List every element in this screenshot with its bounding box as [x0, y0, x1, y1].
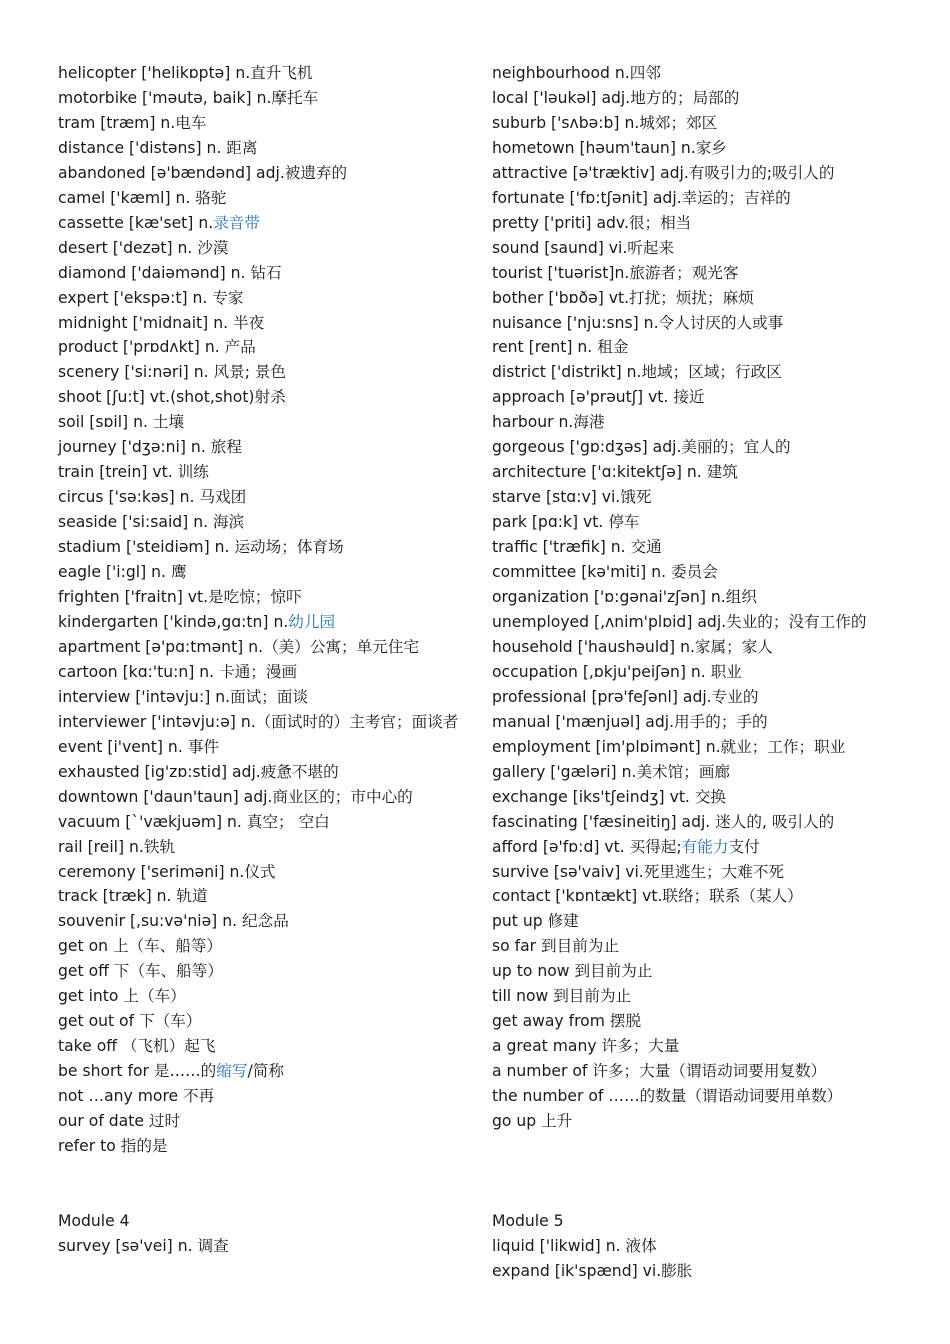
- vocab-entry-text: fortunate ['fɒ:tʃənit] adj.幸运的；吉祥的: [492, 188, 791, 207]
- vocab-entry-text: frighten ['fraitn] vt.是吃惊；惊吓: [58, 588, 302, 607]
- vocab-entry-text: put up 修建: [492, 912, 579, 931]
- vocab-entry-text: architecture ['ɑ:kitektʃə] n. 建筑: [492, 463, 738, 482]
- vocab-entry: [58, 835, 468, 860]
- vocab-entry: [492, 710, 912, 735]
- vocab-entry: [58, 161, 468, 186]
- vocab-entry: [58, 610, 468, 635]
- blank-line: [492, 1184, 912, 1209]
- vocab-entry: [492, 810, 912, 835]
- vocab-entry-text: camel ['kæml] n. 骆驼: [58, 188, 227, 207]
- vocab-entry-text: bother ['bɒðə] vt.打扰；烦扰；麻烦: [492, 288, 754, 307]
- vocab-entry-text: a great many 许多；大量: [492, 1037, 680, 1056]
- vocab-entry: [58, 560, 468, 585]
- vocab-entry-text: pretty ['priti] adv.很；相当: [492, 213, 692, 232]
- vocab-entry-text: vacuum [`'vækjuəm] n. 真空； 空白: [58, 812, 330, 831]
- vocab-entry: [492, 785, 912, 810]
- vocab-entry: [492, 635, 912, 660]
- vocab-entry-text: go up 上升: [492, 1112, 573, 1131]
- vocab-entry: [492, 435, 912, 460]
- vocab-entry: [492, 959, 912, 984]
- vocab-entry: [58, 136, 468, 161]
- vocab-entry: [492, 261, 912, 286]
- vocab-entry-text: tram [træm] n.电车: [58, 113, 207, 132]
- vocab-entry-text: take off （飞机）起飞: [58, 1037, 216, 1056]
- vocab-entry: [58, 86, 468, 111]
- vocab-entry: [492, 934, 912, 959]
- vocab-entry-text: park [pɑ:k] vt. 停车: [492, 513, 640, 532]
- vocab-entry: [58, 934, 468, 959]
- vocab-entry-text: kindergarten ['kində,gɑ:tn] n.: [58, 612, 289, 631]
- vocab-entry-text: apartment [ə'pɑ:tmənt] n.（美）公寓；单元住宅: [58, 637, 420, 656]
- vocab-entry: [492, 1259, 912, 1284]
- vocab-entry: [492, 335, 912, 360]
- vocab-entry-text: exchange [iks'tʃeindʒ] vt. 交换: [492, 787, 727, 806]
- right-column: [492, 61, 912, 1284]
- vocab-entry: [58, 460, 468, 485]
- vocab-entry: [58, 435, 468, 460]
- vocab-entry: [58, 335, 468, 360]
- blank-line: [58, 1159, 468, 1184]
- vocab-entry-text: traffic ['træfik] n. 交通: [492, 538, 662, 557]
- vocab-entry: [492, 86, 912, 111]
- vocab-entry-text: survive [sə'vaiv] vi.死里逃生；大难不死: [492, 862, 785, 881]
- vocab-entry: [58, 1084, 468, 1109]
- vocab-entry-text: get on 上（车、船等）: [58, 937, 223, 956]
- vocab-entry: [58, 311, 468, 336]
- vocab-entry-text: desert ['dezət] n. 沙漠: [58, 238, 229, 257]
- vocab-entry: [58, 186, 468, 211]
- module-heading: Module 4: [58, 1211, 130, 1230]
- highlighted-term: 录音带: [213, 213, 260, 232]
- vocab-entry-text: abandoned [ə'bændənd] adj.被遗弃的: [58, 163, 348, 182]
- vocab-entry: [58, 710, 468, 735]
- vocab-entry: [58, 585, 468, 610]
- vocab-entry: [492, 360, 912, 385]
- vocab-entry-text: get out of 下（车）: [58, 1012, 202, 1031]
- vocab-entry: [492, 311, 912, 336]
- vocab-entry: [58, 111, 468, 136]
- vocab-entry: [492, 410, 912, 435]
- vocab-entry-text: neighbourhood n.四邻: [492, 64, 661, 82]
- vocab-entry-text: liquid ['likwid] n. 液体: [492, 1236, 657, 1255]
- vocab-entry-text: stadium ['steidiəm] n. 运动场；体育场: [58, 538, 344, 557]
- vocab-entry: [58, 884, 468, 909]
- vocab-entry: [58, 984, 468, 1009]
- vocab-entry-text: distance ['distəns] n. 距离: [58, 138, 258, 157]
- vocab-entry: [58, 785, 468, 810]
- vocab-entry: [58, 735, 468, 760]
- vocab-entry-text: survey [sə'vei] n. 调查: [58, 1236, 229, 1255]
- vocab-entry-text: helicopter ['helikɒptə] n.直升飞机: [58, 64, 313, 82]
- vocab-entry-text: event [i'vent] n. 事件: [58, 737, 219, 756]
- vocab-entry: [492, 535, 912, 560]
- vocab-entry-suffix: 支付: [728, 837, 760, 856]
- vocab-entry: [58, 860, 468, 885]
- vocab-entry-text: so far 到目前为止: [492, 937, 620, 956]
- vocab-entry-text: fascinating ['fæsineitiŋ] adj. 迷人的, 吸引人的: [492, 812, 835, 831]
- vocab-entry-text: our of date 过时: [58, 1112, 181, 1131]
- vocab-entry: [492, 860, 912, 885]
- highlighted-term: 有能力: [681, 837, 729, 856]
- vocab-entry-text: scenery ['si:nəri] n. 风景; 景色: [58, 363, 287, 382]
- vocab-entry-text: rent [rent] n. 租金: [492, 338, 629, 357]
- vocab-entry-text: local ['ləukəl] adj.地方的；局部的: [492, 88, 740, 107]
- vocab-entry: [58, 360, 468, 385]
- vocab-entry: [58, 1109, 468, 1134]
- vocab-entry-text: journey ['dʒə:ni] n. 旅程: [58, 438, 242, 457]
- vocab-entry-text: get away from 摆脱: [492, 1012, 642, 1031]
- vocab-entry: [58, 909, 468, 934]
- vocab-entry-text: contact ['kɒntækt] vt.联络；联系（某人）: [492, 887, 803, 906]
- vocab-entry-text: not …any more 不再: [58, 1087, 215, 1106]
- vocab-entry-text: train [trein] vt. 训练: [58, 463, 209, 482]
- vocab-entry-text: district ['distrikt] n.地域；区域；行政区: [492, 363, 782, 382]
- vocab-entry: [492, 136, 912, 161]
- highlighted-term: 幼儿园: [288, 612, 336, 631]
- vocab-entry: [492, 760, 912, 785]
- vocab-entry-text: midnight ['midnait] n. 半夜: [58, 313, 265, 332]
- vocab-entry-text: committee [kə'miti] n. 委员会: [492, 563, 718, 582]
- vocab-entry: [58, 385, 468, 410]
- vocab-entry-text: a number of 许多；大量（谓语动词要用复数）: [492, 1062, 827, 1081]
- left-column: [58, 61, 468, 1259]
- vocab-entry: [58, 660, 468, 685]
- vocab-entry-text: hometown [həum'taun] n.家乡: [492, 138, 727, 157]
- vocab-entry: [492, 460, 912, 485]
- vocab-entry: [492, 211, 912, 236]
- vocab-entry-text: employment [im'plɒimənt] n.就业；工作；职业: [492, 737, 846, 756]
- vocab-entry-text: gorgeous ['gɒ:dʒəs] adj.美丽的；宜人的: [492, 438, 791, 457]
- vocab-entry: [492, 984, 912, 1009]
- vocab-entry-text: starve [stɑ:v] vi.饿死: [492, 488, 652, 507]
- vocab-entry: [58, 635, 468, 660]
- highlighted-term: 缩写: [216, 1062, 248, 1081]
- vocab-entry: [58, 286, 468, 311]
- vocab-entry: [492, 909, 912, 934]
- vocab-entry: [58, 410, 468, 435]
- vocab-entry-text: manual ['mænjuəl] adj.用手的；手的: [492, 712, 768, 731]
- vocab-entry-suffix: /简称: [247, 1062, 284, 1081]
- vocab-entry-text: downtown ['daun'taun] adj.商业区的；市中心的: [58, 787, 413, 806]
- vocab-entry-text: unemployed [,ʌnim'plɒid] adj.失业的；没有工作的: [492, 612, 867, 631]
- vocab-entry-text: expert ['ekspə:t] n. 专家: [58, 288, 244, 307]
- vocab-entry: [492, 1234, 912, 1259]
- vocab-entry: [58, 535, 468, 560]
- vocab-entry-text: tourist ['tuərist]n.旅游者；观光客: [492, 263, 739, 282]
- vocab-entry: [58, 211, 468, 236]
- vocab-entry-text: approach [ə'prəutʃ] vt. 接近: [492, 388, 705, 407]
- vocab-entry-text: motorbike ['məutə, baik] n.摩托车: [58, 88, 319, 107]
- vocab-entry: [492, 560, 912, 585]
- vocab-entry-text: suburb ['sʌbə:b] n.城郊；郊区: [492, 113, 718, 132]
- vocab-entry-text: refer to 指的是: [58, 1136, 168, 1155]
- blank-line: [492, 1159, 912, 1184]
- vocab-entry-text: soil [sɒil] n. 土壤: [58, 413, 185, 432]
- vocab-entry-text: interview ['intəvju:] n.面试；面谈: [58, 687, 309, 706]
- vocab-entry-text: be short for 是……的: [58, 1062, 217, 1081]
- vocab-entry-text: organization ['ɒ:gənai'zʃən] n.组织: [492, 588, 757, 607]
- vocab-entry-text: get into 上（车）: [58, 987, 186, 1006]
- vocab-entry-text: expand [ik'spænd] vi.膨胀: [492, 1261, 693, 1280]
- vocab-entry: [492, 835, 912, 860]
- vocab-entry: [492, 236, 912, 261]
- vocab-entry: [58, 1034, 468, 1059]
- vocab-entry: [492, 1059, 912, 1084]
- vocab-entry-text: up to now 到目前为止: [492, 962, 653, 981]
- vocab-entry-text: till now 到目前为止: [492, 987, 632, 1006]
- vocab-entry: [492, 585, 912, 610]
- vocab-entry: [58, 685, 468, 710]
- vocab-entry: [492, 1009, 912, 1034]
- vocab-entry-text: exhausted [ig'zɒ:stid] adj.疲惫不堪的: [58, 762, 339, 781]
- blank-line: [492, 1134, 912, 1159]
- vocab-entry: [492, 186, 912, 211]
- vocab-entry-text: rail [reil] n.铁轨: [58, 837, 176, 856]
- vocab-entry-text: gallery ['gæləri] n.美术馆；画廊: [492, 762, 731, 781]
- vocab-entry-text: eagle ['i:gl] n. 鹰: [58, 563, 187, 582]
- vocab-entry-text: afford [ə'fɒ:d] vt. 买得起;: [492, 837, 682, 856]
- vocab-entry-text: seaside ['si:said] n. 海滨: [58, 513, 245, 532]
- vocab-entry: [492, 685, 912, 710]
- vocab-entry-text: sound [saund] vi.听起来: [492, 238, 675, 257]
- module-heading: Module 5: [492, 1211, 564, 1230]
- vocab-entry: [492, 161, 912, 186]
- vocab-entry-text: attractive [ə'træktiv] adj.有吸引力的;吸引人的: [492, 163, 835, 182]
- vocab-entry-text: ceremony ['seriməni] n.仪式: [58, 862, 276, 881]
- vocab-entry: [492, 660, 912, 685]
- vocab-entry: [492, 485, 912, 510]
- vocab-entry: [58, 1059, 468, 1084]
- vocab-entry: [492, 61, 912, 86]
- vocab-entry: [58, 810, 468, 835]
- vocab-entry: [492, 610, 912, 635]
- vocab-entry-text: diamond ['daiəmənd] n. 钻石: [58, 263, 282, 282]
- vocab-entry: [58, 510, 468, 535]
- vocab-entry-text: household ['haushəuld] n.家属；家人: [492, 637, 773, 656]
- blank-line: [58, 1184, 468, 1209]
- vocab-entry-text: product ['prɒdʌkt] n. 产品: [58, 338, 256, 357]
- vocab-entry-text: track [træk] n. 轨道: [58, 887, 208, 906]
- vocab-entry-text: circus ['sə:kəs] n. 马戏团: [58, 488, 247, 507]
- vocab-entry-text: nuisance ['nju:sns] n.令人讨厌的人或事: [492, 313, 784, 332]
- vocab-entry: [58, 236, 468, 261]
- vocab-entry: [492, 884, 912, 909]
- vocab-entry: [492, 1034, 912, 1059]
- vocab-entry-text: souvenir [,su:və'niə] n. 纪念品: [58, 912, 289, 931]
- vocab-entry-text: occupation [,ɒkju'peiʃən] n. 职业: [492, 662, 742, 681]
- vocab-entry: [492, 735, 912, 760]
- vocab-entry: [492, 510, 912, 535]
- vocab-entry-text: get off 下（车、船等）: [58, 962, 223, 981]
- vocab-entry: [58, 485, 468, 510]
- vocab-entry: [492, 111, 912, 136]
- vocab-entry: [492, 385, 912, 410]
- vocab-entry-text: the number of ……的数量（谓语动词要用单数）: [492, 1087, 843, 1106]
- vocab-entry: [58, 1009, 468, 1034]
- vocab-entry-text: harbour n.海港: [492, 413, 605, 432]
- vocab-entry-text: interviewer ['intəvju:ə] n.（面试时的）主考官；面谈者: [58, 712, 459, 731]
- vocab-entry: [58, 760, 468, 785]
- vocab-entry-text: shoot [ʃu:t] vt.(shot,shot)射杀: [58, 388, 286, 407]
- vocab-entry: [492, 286, 912, 311]
- vocab-entry-text: cassette [kæ'set] n.: [58, 213, 214, 232]
- vocab-entry: [58, 1234, 468, 1259]
- vocab-entry: [58, 61, 468, 86]
- vocab-entry: [58, 1134, 468, 1159]
- vocab-entry: [58, 959, 468, 984]
- vocab-entry: [58, 261, 468, 286]
- vocab-entry-text: professional [prə'feʃənl] adj.专业的: [492, 687, 759, 706]
- vocab-entry: [492, 1084, 912, 1109]
- vocab-entry-text: cartoon [kɑ:'tu:n] n. 卡通；漫画: [58, 662, 298, 681]
- vocab-entry: [492, 1109, 912, 1134]
